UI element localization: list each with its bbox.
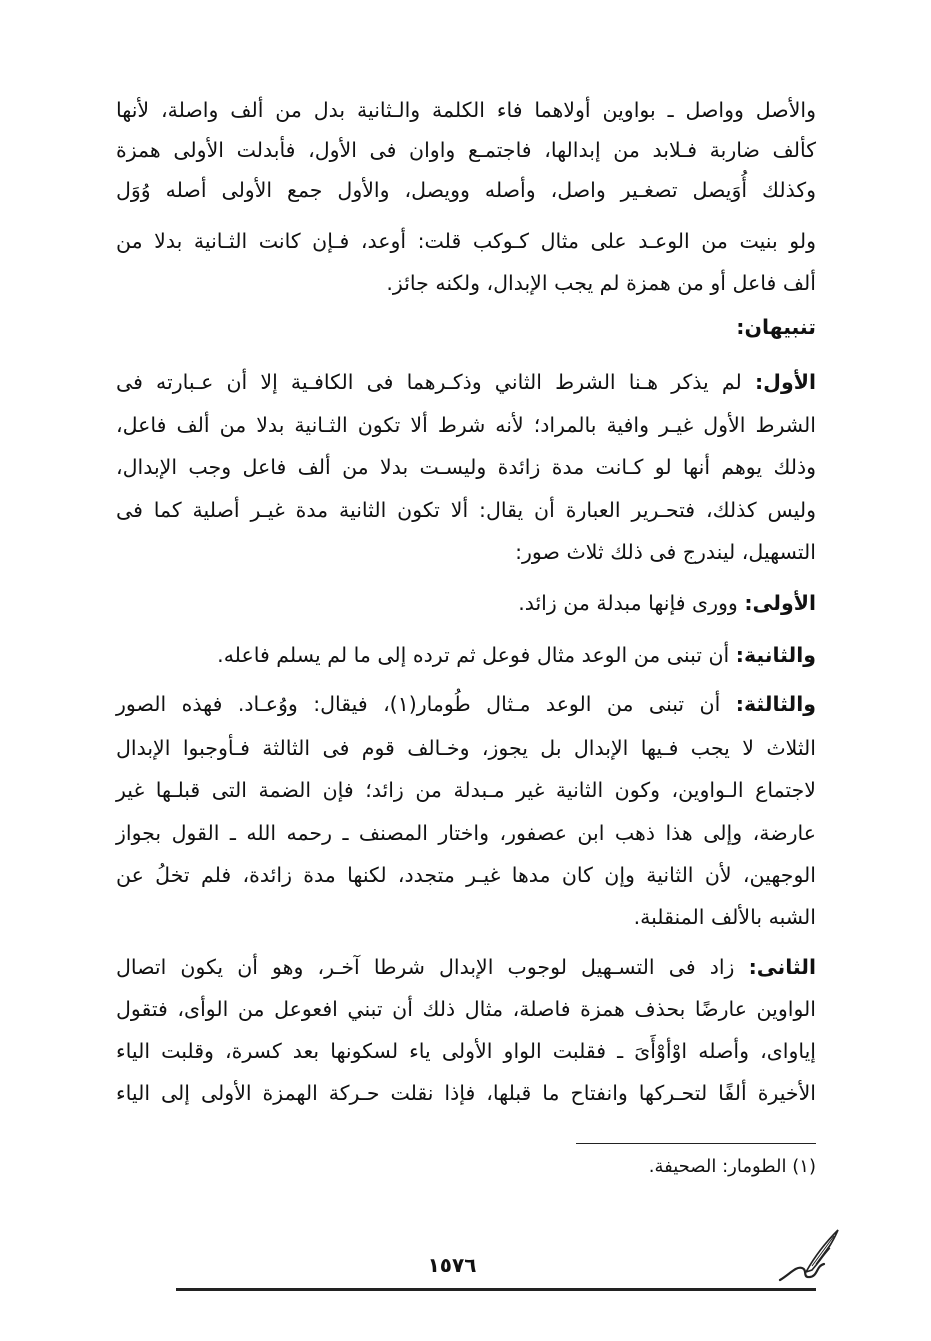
paragraph-lead: الأول:	[754, 370, 816, 394]
text-line: الثلاث لا يجب فـيها الإبدال بل يجوز، وخـالف قوم فى الثالثة فـأوجبوا الإبدال	[116, 736, 816, 760]
text-line	[116, 367, 816, 397]
item-lead: والثالثة:	[735, 692, 816, 716]
text-line: الشرط الأول غيـر وافية بالمراد؛ لأنه شرط ألا تكون الثـانية بدلا من ألف فاعل،	[116, 413, 816, 437]
text-span: زاد فى التسـهيل لوجوب الإبدال شرطا آخـر، وهو أن يكون اتصال	[116, 955, 735, 979]
text-line: عارضة، وإلى هذا ذهب ابن عصفور، واختار المصنف ـ رحمه الله ـ القول بجواز	[116, 821, 816, 845]
text-line	[116, 640, 816, 670]
footnote-divider	[576, 1143, 816, 1144]
text-line: الأخيرة ألفًا لتحـركها وانفتاح ما قبلها، فإذا نقلت حـركة الهمزة الأولى إلى الياء	[116, 1081, 816, 1105]
text-line: وكذلك أُوَيصل تصغـير واصل، وأصله وويصل، والأول جمع الأولى أصله وُوَل	[116, 178, 816, 202]
text-line: إياوای، وأصله اوْأوْأَیَ ـ فقلبت الواو الأولى ياء لسكونها بعد كسرة، وقلبت الياء	[116, 1039, 816, 1063]
text-span: أن تبنى من الوعد مـثال طُومار(١)، فيقال: ووُعـاد. فهذه الصور	[116, 692, 721, 716]
text-line: والأصل وواصل ـ بواوين أولاهما فاء الكلمة والـثانية بدل من ألف واصلة، لأنها	[116, 98, 816, 122]
footer-divider	[176, 1288, 816, 1291]
text-line: التسهيل، ليندرج فى ذلك ثلاث صور:	[515, 540, 816, 564]
text-line: كألف ضاربة فـلابد من إبدالها، فاجتمـع واوان فى الأول، فأبدلت الأولى همزة	[116, 138, 816, 162]
item-lead: والثانية:	[735, 643, 816, 667]
text-line	[116, 689, 816, 719]
text-line: الواوين عارضًا بحذف همزة فاصلة، مثال ذلك أن تبني افعوعل من الوأى، فتقول	[116, 997, 816, 1021]
paragraph-lead: الثانى:	[748, 955, 816, 979]
section-heading: تنبيهان:	[736, 315, 816, 339]
text-line: ولو بنيت من الوعـد على مثال كـوكب قلت: أوعد، فـإن كانت الثـانية بدلا من	[116, 229, 816, 253]
item-lead: الأولى:	[744, 591, 816, 615]
quill-flourish-icon	[772, 1222, 842, 1292]
text-line: الوجهين، لأن الثانية وإن كان مدها غيـر متجدد، لكنها مدة زائدة، فلم تخلُ عن	[116, 863, 816, 887]
page-number: ١٥٧٦	[427, 1253, 477, 1277]
text-line: لاجتماع الـواوين، وكون الثانية غير مـبدلة من زائد؛ فإن الضمة التى قبلـها غير	[116, 778, 816, 802]
footnote: (١) الطومار: الصحيفة.	[648, 1156, 816, 1177]
text-line: ألف فاعل أو من همزة لم يجب الإبدال، ولكنه جائز.	[386, 271, 816, 295]
text-span: ووری فإنها مبدلة من زائد.	[518, 591, 738, 615]
text-line	[116, 588, 816, 618]
text-line: الشبه بالألف المنقلبة.	[633, 905, 816, 929]
text-line: وليس كذلك، فتحـرير العبارة أن يقال: ألا تكون الثانية مدة غيـر أصلية كما فى	[116, 498, 816, 522]
text-span: لم يذكر هـنا الشرط الثاني وذكـرهما فى الكافـية إلا أن عـبارته فى	[116, 370, 742, 394]
text-line	[116, 952, 816, 982]
text-line: وذلك يوهم أنها لو كـانت مدة زائدة وليسـت بدلا من ألف فاعل وجب الإبدال،	[116, 455, 816, 479]
text-span: أن تبنى من الوعد مثال فوعل ثم ترده إلى ما لم يسلم فاعله.	[217, 643, 730, 667]
